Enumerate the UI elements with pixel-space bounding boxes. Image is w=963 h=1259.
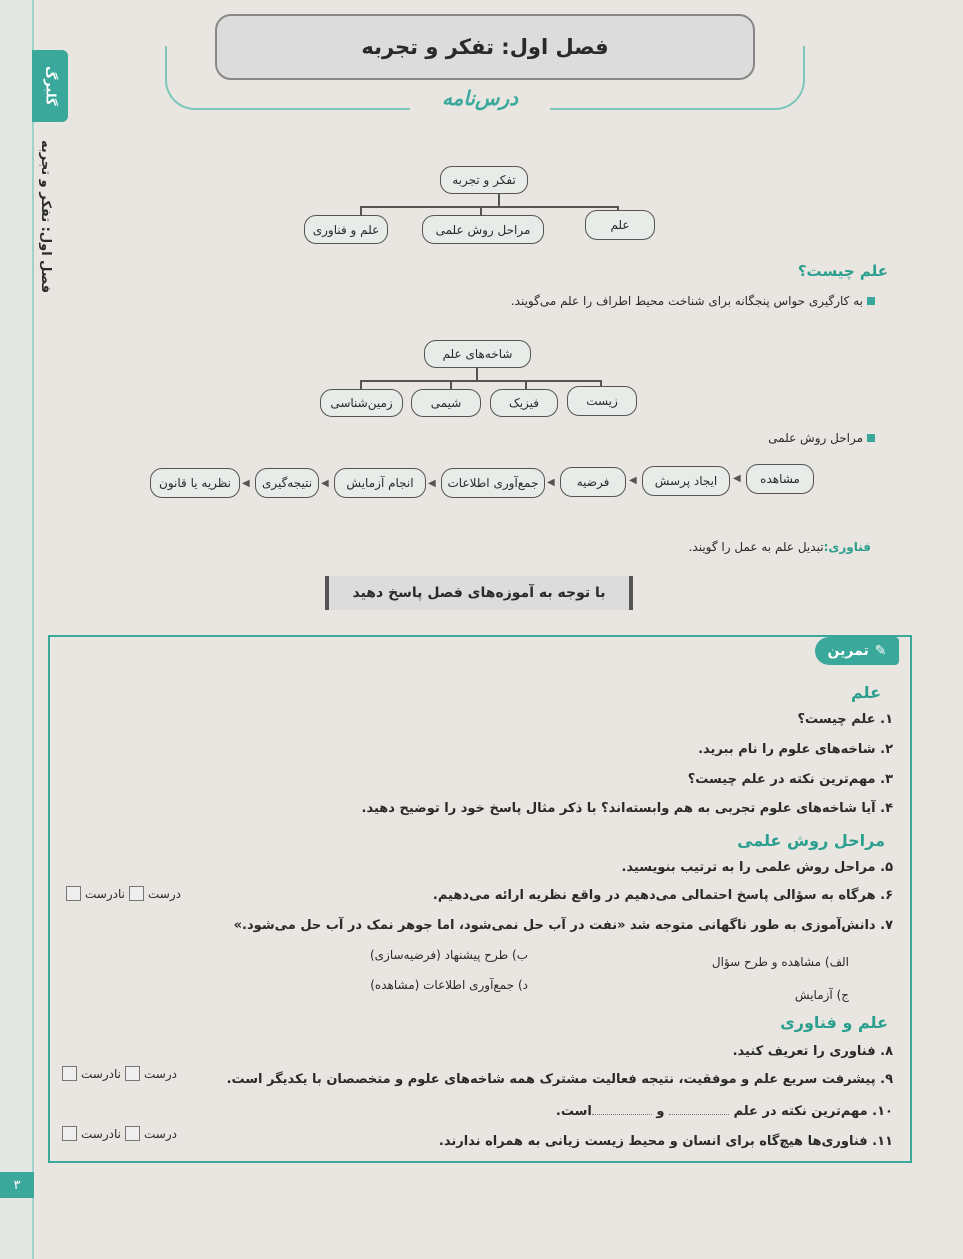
section-heading: مراحل روش علمی bbox=[737, 831, 885, 850]
page-title: فصل اول: تفکر و تجربه bbox=[215, 14, 755, 80]
tree-node: فیزیک bbox=[490, 389, 558, 417]
true-false-choice: درست نادرست bbox=[62, 1066, 177, 1081]
question: ۹. پیشرفت سریع علم و موفقیت، نتیجه فعالیت مشترک همه شاخه‌های علوم و متخصصان با یکدیگر است. bbox=[226, 1072, 893, 1087]
section-heading: علم bbox=[850, 683, 881, 702]
section-heading: علم چیست؟ bbox=[797, 262, 888, 280]
tree-node: زمین‌شناسی bbox=[320, 389, 403, 417]
option[interactable]: د) جمع‌آوری اطلاعات (مشاهده) bbox=[370, 978, 528, 992]
step: مشاهده bbox=[746, 464, 814, 494]
step: نتیجه‌گیری bbox=[255, 468, 319, 498]
tree-root: تفکر و تجربه bbox=[440, 166, 528, 194]
question: ۱۰. مهم‌ترین نکته در علم و است. bbox=[555, 1104, 893, 1119]
tree-node: شیمی bbox=[411, 389, 481, 417]
option[interactable]: الف) مشاهده و طرح سؤال bbox=[711, 955, 849, 969]
exercise-banner: با توجه به آموزه‌های فصل پاسخ دهید bbox=[325, 576, 633, 610]
chapter-running-title: فصل اول: تفکر و تجربه bbox=[38, 140, 53, 294]
step: ایجاد پرسش bbox=[642, 466, 730, 496]
blank-field[interactable] bbox=[592, 1114, 652, 1115]
blank-field[interactable] bbox=[669, 1114, 729, 1115]
bullet-icon bbox=[867, 297, 875, 305]
tree-node: زیست bbox=[567, 386, 637, 416]
bullet-icon bbox=[867, 434, 875, 442]
exercise-tag: ✎ تمرین bbox=[815, 637, 899, 665]
true-checkbox[interactable] bbox=[125, 1066, 140, 1081]
question: ۸. فناوری را تعریف کنید. bbox=[732, 1044, 893, 1059]
tree-node: علم و فناوری bbox=[304, 215, 388, 244]
side-strip bbox=[0, 0, 34, 1259]
question: ۱. علم چیست؟ bbox=[797, 712, 893, 727]
science-definition: به کارگیری حواس پنجگانه برای شناخت محیط اطراف را علم می‌گویند. bbox=[511, 294, 875, 308]
false-checkbox[interactable] bbox=[62, 1066, 77, 1081]
tree-root: شاخه‌های علم bbox=[424, 340, 531, 368]
pencil-icon: ✎ bbox=[874, 643, 887, 659]
step: فرضیه bbox=[560, 467, 626, 497]
option[interactable]: ج) آزمایش bbox=[794, 988, 849, 1002]
question: ۳. مهم‌ترین نکته در علم چیست؟ bbox=[687, 772, 893, 787]
question: ۶. هرگاه به سؤالی پاسخ احتمالی می‌دهیم در واقع نظریه ارائه می‌دهیم. bbox=[432, 888, 893, 903]
question: ۴. آیا شاخه‌های علوم تجربی به هم وابسته‌اند؟ با ذکر مثال پاسخ خود را توضیح دهید. bbox=[361, 801, 893, 816]
step: انجام آزمایش bbox=[334, 468, 426, 498]
true-false-choice: درست نادرست bbox=[66, 886, 181, 901]
true-checkbox[interactable] bbox=[125, 1126, 140, 1141]
lesson-label: درس‌نامه bbox=[410, 86, 550, 116]
question: ۲. شاخه‌های علوم را نام ببرید. bbox=[698, 742, 893, 757]
brand-tab: گلبرگ bbox=[32, 50, 68, 122]
tree-node: علم bbox=[585, 210, 655, 240]
page-number: ۳ bbox=[0, 1172, 34, 1198]
option[interactable]: ب) طرح پیشنهاد (فرضیه‌سازی) bbox=[369, 948, 528, 962]
false-checkbox[interactable] bbox=[66, 886, 81, 901]
tree-node: مراحل روش علمی bbox=[422, 215, 544, 244]
step: نظریه یا قانون bbox=[150, 468, 240, 498]
question: ۵. مراحل روش علمی را به ترتیب بنویسید. bbox=[621, 860, 893, 875]
false-checkbox[interactable] bbox=[62, 1126, 77, 1141]
method-label: مراحل روش علمی bbox=[768, 431, 875, 445]
section-heading: علم و فناوری bbox=[780, 1013, 888, 1032]
step: جمع‌آوری اطلاعات bbox=[441, 468, 545, 498]
question: ۱۱. فناوری‌ها هیچ‌گاه برای انسان و محیط زیست زیانی به همراه ندارند. bbox=[438, 1134, 893, 1149]
true-false-choice: درست نادرست bbox=[62, 1126, 177, 1141]
technology-definition: فناوری:تبدیل علم به عمل را گویند. bbox=[688, 540, 871, 554]
true-checkbox[interactable] bbox=[129, 886, 144, 901]
question: ۷. دانش‌آموزی به طور ناگهانی متوجه شد «نفت در آب حل نمی‌شود، اما جوهر نمک در آب حل می‌شود.» bbox=[233, 918, 893, 933]
